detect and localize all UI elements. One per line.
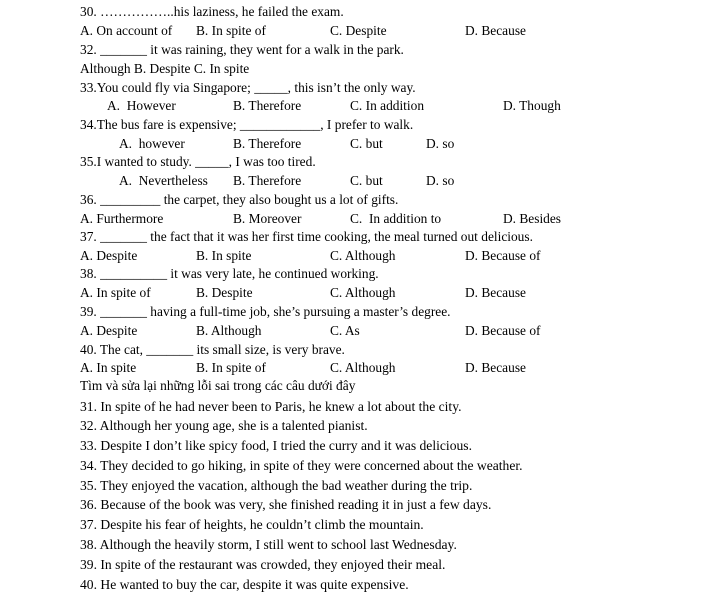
option-c: C. Although [330, 360, 396, 375]
fix-sentence: 36. Because of the book was very, she finished reading it in just a few days. [80, 497, 492, 512]
options-34 [0, 136, 720, 152]
fix-sentence: 38. Although the heavily storm, I still went to school last Wednesday. [80, 537, 457, 552]
option-c: C. In addition to [350, 211, 442, 226]
option-c: C. but [350, 136, 383, 151]
question-32: 32. _______ it was raining, they went for a walk in the park. [80, 42, 404, 57]
option-a: A. Despite [80, 248, 138, 263]
option-d: D. so [426, 136, 455, 151]
fix-sentence: 32. Although her young age, she is a talented pianist. [80, 418, 368, 433]
options-32: Although B. Despite C. In spite [80, 61, 250, 76]
option-b: B. Therefore [233, 98, 302, 113]
option-a: A. However [107, 98, 176, 113]
option-a: A. however [119, 136, 185, 151]
fix-sentence: 35. They enjoyed the vacation, although the bad weather during the trip. [80, 478, 473, 493]
option-d: D. Though [503, 98, 561, 113]
options-30 [0, 23, 720, 39]
section-title: Tìm và sửa lại những lỗi sai trong các câu dưới đây [80, 378, 356, 393]
option-b: B. Moreover [233, 211, 302, 226]
question-34: 34.The bus fare is expensive; ____________, I prefer to walk. [80, 117, 414, 132]
option-c: C. As [330, 323, 360, 338]
fix-sentence: 37. Despite his fear of heights, he couldn’t climb the mountain. [80, 517, 424, 532]
option-a: A. In spite of [80, 285, 151, 300]
option-a: A. On account of [80, 23, 173, 38]
question-36: 36. _________ the carpet, they also bought us a lot of gifts. [80, 192, 399, 207]
fix-sentence: 33. Despite I don’t like spicy food, I tried the curry and it was delicious. [80, 438, 472, 453]
question-40: 40. The cat, _______ its small size, is very brave. [80, 342, 345, 357]
options-40 [0, 360, 720, 376]
option-b: B. In spite [196, 248, 252, 263]
question-37: 37. _______ the fact that it was her first time cooking, the meal turned out delicious. [80, 229, 533, 244]
option-c: C. Although [330, 285, 396, 300]
option-b: B. Therefore [233, 136, 302, 151]
option-b: B. In spite of [196, 23, 266, 38]
option-b: B. Although [196, 323, 262, 338]
question-38: 38. __________ it was very late, he continued working. [80, 266, 379, 281]
option-a: A. Furthermore [80, 211, 164, 226]
option-d: D. Because [465, 285, 526, 300]
option-c: C. Despite [330, 23, 387, 38]
options-33 [0, 98, 720, 114]
option-d: D. Because of [465, 248, 541, 263]
options-35 [0, 173, 720, 189]
option-b: B. Therefore [233, 173, 302, 188]
fix-sentence: 34. They decided to go hiking, in spite of they were concerned about the weather. [80, 458, 523, 473]
option-d: D. Because of [465, 323, 541, 338]
fix-sentence: 39. In spite of the restaurant was crowded, they enjoyed their meal. [80, 557, 446, 572]
option-c: C. but [350, 173, 383, 188]
option-c: C. Although [330, 248, 396, 263]
fix-sentence: 31. In spite of he had never been to Paris, he knew a lot about the city. [80, 399, 462, 414]
option-b: B. In spite of [196, 360, 266, 375]
question-35: 35.I wanted to study. _____, I was too tired. [80, 154, 316, 169]
option-d: D. Besides [503, 211, 562, 226]
question-33: 33.You could fly via Singapore; _____, this isn’t the only way. [80, 80, 416, 95]
option-a: A. In spite [80, 360, 137, 375]
option-c: C. In addition [350, 98, 425, 113]
options-39 [0, 323, 720, 339]
options-37 [0, 248, 720, 264]
option-a: A. Nevertheless [119, 173, 208, 188]
option-a: A. Despite [80, 323, 138, 338]
option-d: D. so [426, 173, 455, 188]
option-d: D. Because [465, 23, 526, 38]
options-38 [0, 285, 720, 301]
fix-sentence: 40. He wanted to buy the car, despite it was quite expensive. [80, 577, 409, 592]
question-30: 30. ……………..his laziness, he failed the exam. [80, 4, 344, 19]
question-39: 39. _______ having a full-time job, she’s pursuing a master’s degree. [80, 304, 451, 319]
option-b: B. Despite [196, 285, 253, 300]
option-d: D. Because [465, 360, 526, 375]
options-36 [0, 211, 720, 227]
